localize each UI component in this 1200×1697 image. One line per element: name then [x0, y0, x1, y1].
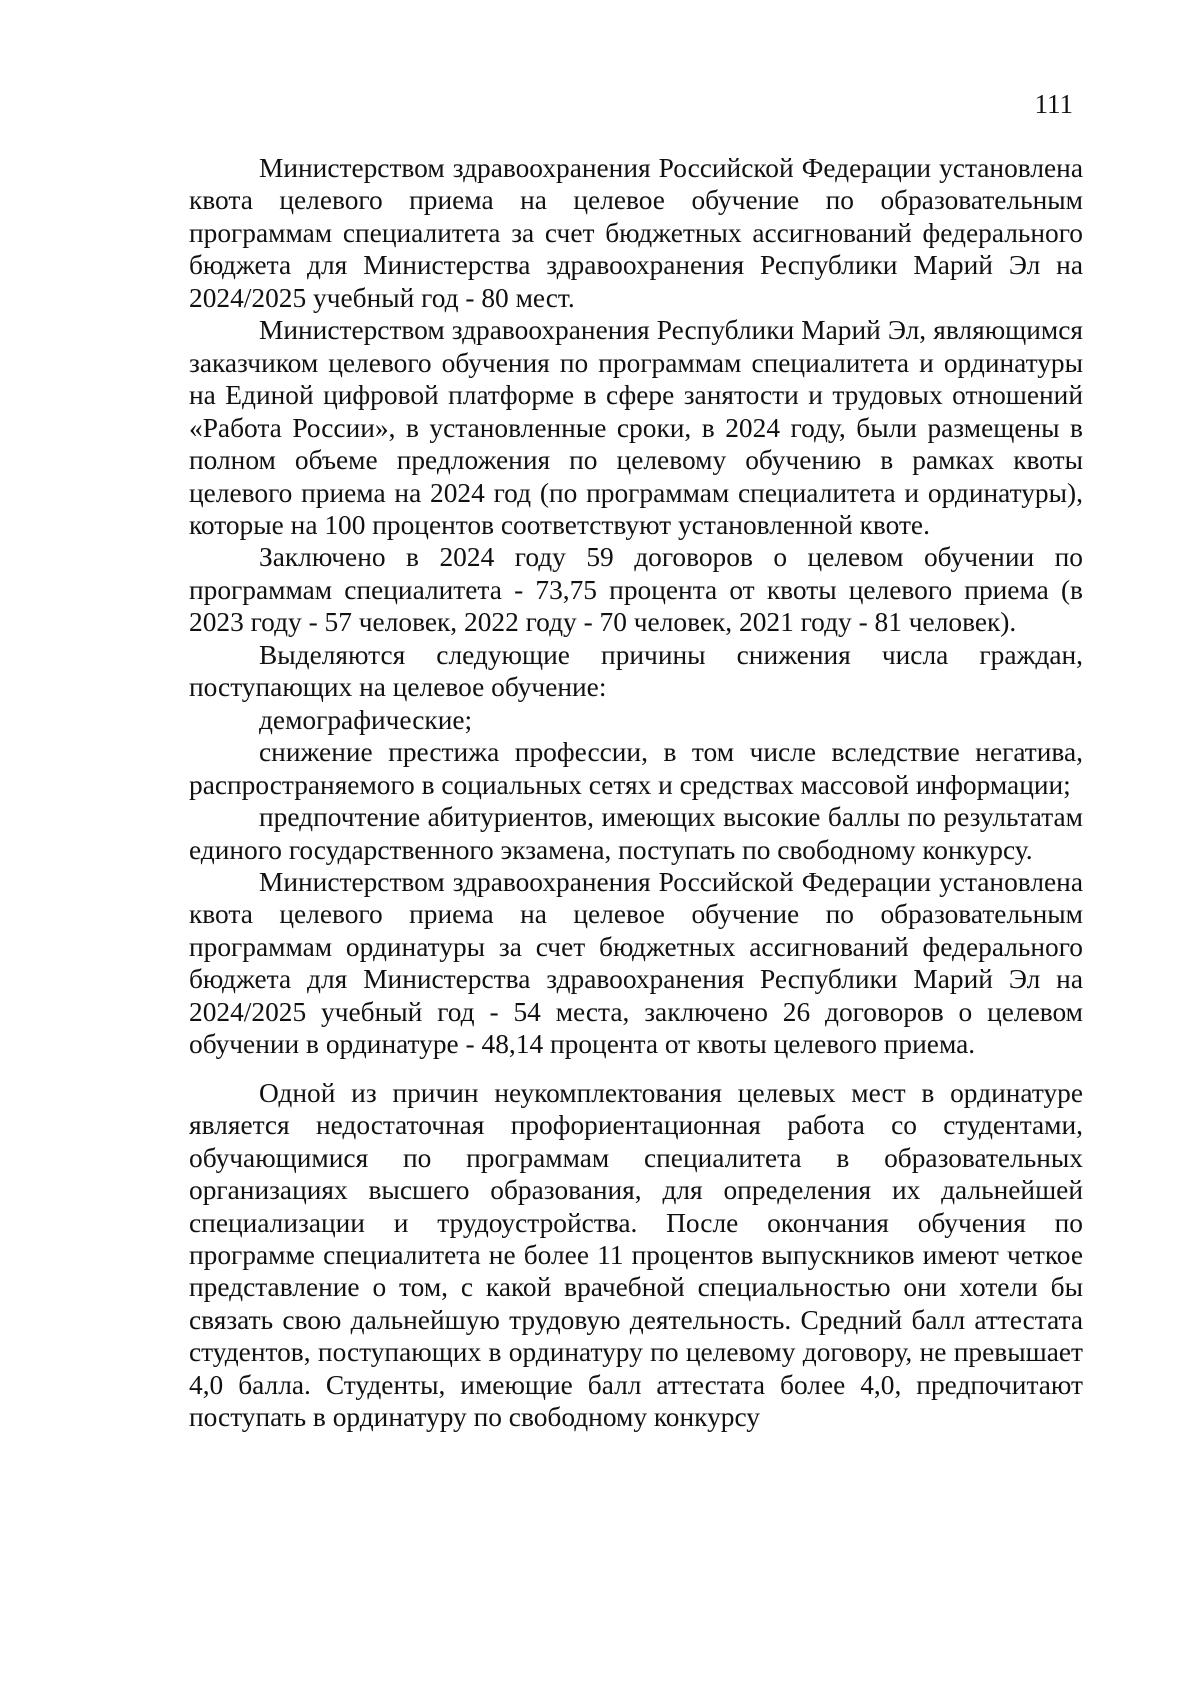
page-number: 111: [1034, 89, 1073, 119]
list-item-prestige: снижение престижа профессии, в том числе вследствие негатива, распространяемого в социальных сетях и средствах массовой информации;: [189, 737, 1083, 800]
paragraph-quota-residency: Министерством здравоохранения Российской Федерации установлена квота целевого приема на целевое обучение по образовательным программам ординатуры за счет бюджетных ассигнований федерального бюджета для Министерства здравоохранения Республики Марий Эл на 2024/2025 учебный год - 54 места, заключено 26 договоров о целевом обучении в ординатуре - 48,14 процента от квоты целевого приема.: [189, 866, 1083, 1060]
paragraph-customer-platform: Министерством здравоохранения Республики Марий Эл, являющимся заказчиком целевого обучения по программам специалитета и ординатуры на Единой цифровой платформе в сфере занятости и трудовых отношений «Работа России», в установленные сроки, в 2024 году, были размещены в полном объеме предложения по целевому обучению в рамках квоты целевого приема на 2024 год (по программам специалитета и ординатуры), которые на 100 процентов соответствуют установленной квоте.: [189, 315, 1083, 540]
paragraph-quota-specialty: Министерством здравоохранения Российской Федерации установлена квота целевого приема на целевое обучение по образовательным программам специалитета за счет бюджетных ассигнований федерального бюджета для Министерства здравоохранения Республики Марий Эл на 2024/2025 учебный год - 80 мест.: [189, 153, 1083, 313]
paragraph-residency-reasons: Одной из причин неукомплектования целевых мест в ординатуре является недостаточная профориентационная работа со студентами, обучающимися по программам специалитета в образовательных организациях высшего образования, для определения их дальнейшей специализации и трудоустройства. После окончания обучения по программе специалитета не более 11 процентов выпускников имеют четкое представление о том, с какой врачебной специальностью они хотели бы связать свою дальнейшую трудовую деятельность. Средний балл аттестата студентов, поступающих в ординатуру по целевому договору, не превышает 4,0 балла. Студенты, имеющие балл аттестата более 4,0, предпочитают поступать в ординатуру по свободному конкурсу: [189, 1077, 1083, 1433]
list-item-demographic: демографические;: [259, 704, 473, 735]
paragraph-contracts-concluded: Заключено в 2024 году 59 договоров о целевом обучении по программам специалитета - 73,75 процента от квоты целевого приема (в 2023 году - 57 человек, 2022 году - 70 человек, 2021 году - 81 человек).: [189, 542, 1083, 638]
document-body: [189, 152, 1083, 1434]
paragraph-reasons-intro: Выделяются следующие причины снижения числа граждан, поступающих на целевое обучение:: [189, 639, 1083, 703]
list-item-applicant-preference: предпочтение абитуриентов, имеющих высокие баллы по результатам единого государственного экзамена, поступать по свободному конкурсу.: [189, 802, 1083, 865]
